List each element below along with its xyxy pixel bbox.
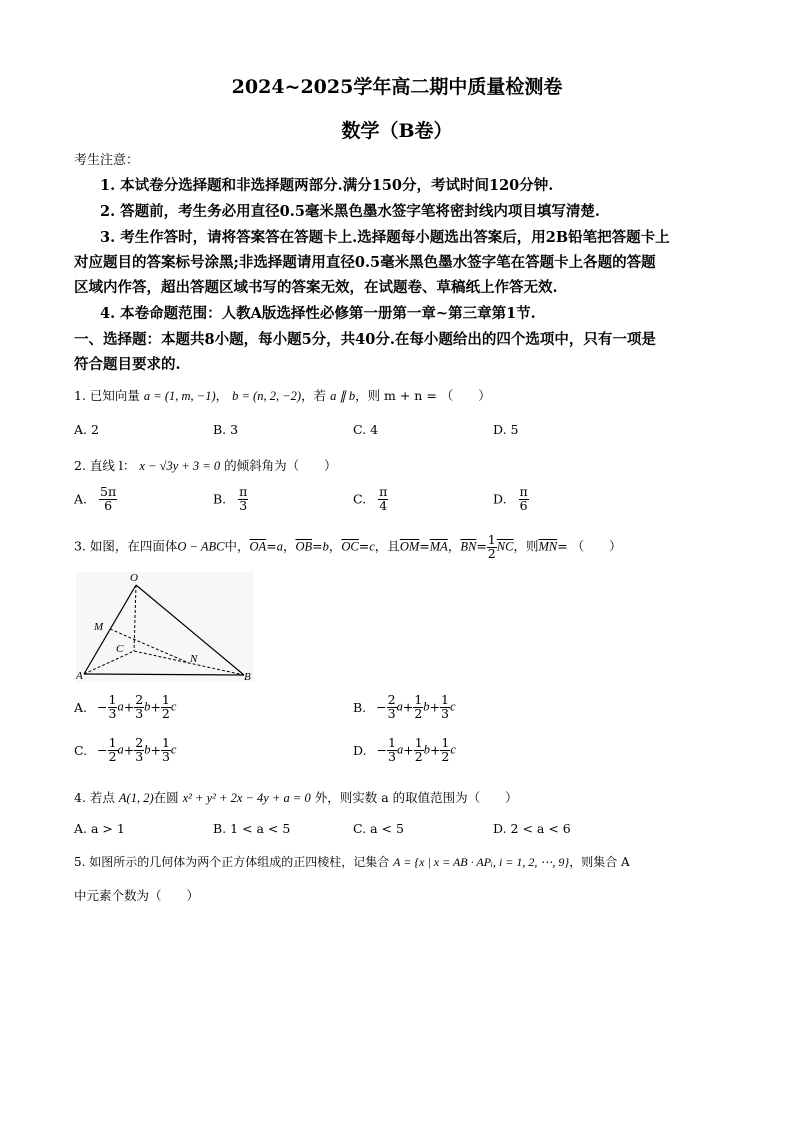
q3-option-coefficient bbox=[134, 694, 144, 720]
q2-option-a bbox=[74, 486, 117, 512]
tetrahedron-figure bbox=[76, 572, 254, 682]
q1-vector-b: b = (n, 2, −2) bbox=[232, 389, 302, 403]
coefficient-numerator: 2 bbox=[387, 692, 396, 707]
q3-b: b bbox=[322, 539, 329, 554]
q2-equation: x − √3y + 3 = 0 bbox=[139, 459, 221, 473]
q3-option-vector-c: c bbox=[170, 742, 177, 757]
coefficient-denominator: 3 bbox=[441, 705, 449, 721]
q3-option-sign: + bbox=[150, 699, 161, 715]
q2-c-den: 4 bbox=[379, 497, 388, 513]
q2-d-den: 6 bbox=[519, 497, 528, 513]
q2-b-num: π bbox=[239, 484, 248, 499]
question-2-stem bbox=[74, 456, 337, 474]
coefficient-denominator: 2 bbox=[414, 705, 423, 721]
q3-option-b bbox=[353, 694, 456, 720]
q3-option-sign: + bbox=[402, 699, 414, 715]
q3-option-label: B. bbox=[353, 699, 367, 715]
q3-half bbox=[487, 534, 497, 560]
coefficient-numerator: 1 bbox=[161, 735, 170, 750]
q3-option-sign: + bbox=[123, 699, 135, 715]
coefficient-numerator: 1 bbox=[161, 692, 170, 707]
q2-b-den: 3 bbox=[239, 497, 248, 513]
q2-a-label: A. bbox=[74, 491, 88, 507]
q3-option-vector-c: c bbox=[449, 699, 456, 714]
q3-option-coefficient bbox=[161, 694, 171, 720]
q4-prefix: 4. 若点 bbox=[74, 790, 115, 805]
q3-option-vector-b: b bbox=[423, 742, 430, 757]
q4-end: 外，则实数 a 的取值范围为（ ） bbox=[314, 790, 518, 805]
coefficient-denominator: 3 bbox=[135, 705, 144, 721]
q2-d-num: π bbox=[519, 484, 528, 499]
q4-option-a: A. a > 1 bbox=[74, 821, 125, 836]
q1-option-a: A. 2 bbox=[74, 422, 99, 437]
q3-option-vector-c: c bbox=[170, 699, 177, 714]
q2-c-fraction bbox=[378, 486, 388, 512]
q3-vec-mn: $\overline{MN}$ bbox=[538, 539, 558, 554]
q3-option-coefficient bbox=[387, 694, 397, 720]
q3-tail: = （ ） bbox=[557, 538, 622, 554]
q3-option-sign: + bbox=[429, 742, 441, 758]
q4-circle: x² + y² + 2x − 4y + a = 0 bbox=[182, 791, 311, 805]
coefficient-denominator: 3 bbox=[387, 705, 396, 721]
q3-option-label: C. bbox=[74, 742, 88, 758]
q3-option-vector-a: a bbox=[397, 742, 404, 757]
q3-option-sign: + bbox=[403, 742, 414, 758]
q5-prefix: 5. 如图所示的几何体为两个正方体组成的正四棱柱，记集合 bbox=[74, 855, 390, 869]
q3-end: ，则 bbox=[513, 538, 539, 554]
q3-half-den: 2 bbox=[487, 545, 496, 561]
label-b: B bbox=[244, 671, 251, 682]
q3-option-coefficient bbox=[440, 694, 450, 720]
q3-option-vector-b: b bbox=[423, 699, 430, 714]
coefficient-numerator: 1 bbox=[441, 692, 449, 707]
q3-vec-nc: $\overline{NC}$ bbox=[496, 539, 514, 554]
q2-d-label: D. bbox=[493, 491, 507, 507]
notice-item-4: 4. 本卷命题范围：人教A版选择性必修第一册第一章~第三章第1节. bbox=[100, 305, 536, 322]
q3-option-coefficient bbox=[413, 694, 423, 720]
q3-option-coefficient bbox=[387, 737, 397, 763]
q4-mid: 在圆 bbox=[153, 790, 179, 805]
q3-option-c bbox=[74, 737, 176, 763]
q3-option-coefficient bbox=[161, 737, 171, 763]
q2-prefix: 2. 直线 l： bbox=[74, 458, 136, 473]
q3-option-a bbox=[74, 694, 176, 720]
notice-item-1: 1. 本试卷分选择题和非选择题两部分.满分150分，考试时间120分钟. bbox=[100, 177, 554, 194]
section-heading-line-2: 符合题目要求的. bbox=[74, 356, 181, 373]
q3-option-vector-a: a bbox=[117, 699, 124, 714]
coefficient-denominator: 3 bbox=[135, 748, 144, 764]
coefficient-numerator: 1 bbox=[388, 735, 396, 750]
q3-option-label: D. bbox=[353, 742, 367, 758]
q3-vec-oc: $\overline{OC}$ bbox=[341, 539, 359, 554]
q1-prefix: 1. 已知向量 bbox=[74, 388, 140, 403]
q2-option-b bbox=[213, 486, 248, 512]
coefficient-numerator: 2 bbox=[135, 692, 144, 707]
q3-option-coefficient bbox=[440, 737, 450, 763]
q3-vec-bn: $\overline{BN}$ bbox=[460, 539, 477, 554]
section-heading-line-1: 一、选择题：本题共8小题，每小题5分，共40分.在每小题给出的四个选项中，只有一项是 bbox=[74, 331, 656, 348]
label-n: N bbox=[190, 653, 198, 665]
coefficient-numerator: 1 bbox=[414, 735, 423, 750]
q1-mid: ，若 bbox=[301, 388, 327, 403]
q3-option-label: A. bbox=[74, 699, 88, 715]
q2-a-fraction bbox=[99, 486, 117, 512]
question-5-stem bbox=[74, 853, 630, 870]
q4-point: A(1, 2) bbox=[118, 791, 154, 805]
q3-a: a bbox=[276, 539, 283, 554]
q3-option-sign: − bbox=[97, 742, 108, 758]
exam-title: 2024~2025学年高二期中质量检测卷 bbox=[231, 76, 563, 98]
coefficient-denominator: 2 bbox=[161, 705, 170, 721]
q3-option-coefficient bbox=[134, 737, 144, 763]
q3-tetrahedron: O − ABC bbox=[177, 539, 225, 554]
q3-option-vector-a: a bbox=[117, 742, 124, 757]
q2-end: 的倾斜角为（ ） bbox=[224, 458, 337, 473]
q3-option-vector-b: b bbox=[144, 699, 151, 714]
q3-option-vector-c: c bbox=[450, 742, 456, 757]
q5-end: ，则集合 A bbox=[569, 855, 630, 869]
q1-option-c: C. 4 bbox=[353, 422, 379, 437]
q3-option-sign: − bbox=[97, 699, 108, 715]
q3-option-sign: − bbox=[376, 742, 388, 758]
question-5-line-2: 中元素个数为（ ） bbox=[74, 888, 200, 903]
q3-vec-oa: $\overline{OA}$ bbox=[249, 539, 267, 554]
q5-set: A = {x | x = AB · APᵢ, i = 1, 2, ⋯, 9} bbox=[393, 855, 570, 869]
coefficient-denominator: 2 bbox=[108, 748, 117, 764]
q3-option-vector-a: a bbox=[396, 699, 403, 714]
coefficient-denominator: 2 bbox=[441, 748, 450, 764]
coefficient-numerator: 1 bbox=[414, 692, 423, 707]
label-o: O bbox=[130, 572, 138, 584]
question-4-stem bbox=[74, 788, 518, 806]
coefficient-numerator: 1 bbox=[108, 692, 117, 707]
q4-option-c: C. a < 5 bbox=[353, 821, 404, 836]
q2-d-fraction bbox=[519, 486, 529, 512]
q3-mid: 中， bbox=[224, 538, 250, 554]
q3-option-sign: + bbox=[429, 699, 441, 715]
notice-item-3-line-1: 3. 考生作答时，请将答案答在答题卡上.选择题每小题选出答案后，用2B铅笔把答题卡上 bbox=[100, 229, 670, 246]
label-a: A bbox=[76, 670, 83, 682]
q3-prefix: 3. 如图，在四面体 bbox=[74, 538, 178, 554]
q1-option-d: D. 5 bbox=[493, 422, 519, 437]
notice-item-3-line-3: 区域内作答，超出答题区域书写的答案无效，在试题卷、草稿纸上作答无效. bbox=[74, 279, 558, 296]
q3-option-coefficient bbox=[108, 694, 118, 720]
coefficient-numerator: 1 bbox=[441, 735, 450, 750]
q3-and: ，且 bbox=[374, 538, 400, 554]
q3-vec-ma: $\overline{MA}$ bbox=[429, 539, 448, 554]
q3-vec-om: $\overline{OM}$ bbox=[399, 539, 420, 554]
label-m: M bbox=[94, 621, 104, 633]
q2-a-den: 6 bbox=[104, 497, 113, 513]
q3-half-num: 1 bbox=[487, 532, 496, 547]
exam-subtitle: 数学（B卷） bbox=[341, 120, 453, 142]
q2-a-num: 5π bbox=[100, 484, 117, 499]
label-c: C bbox=[116, 643, 124, 655]
q3-vec-ob: $\overline{OB}$ bbox=[295, 539, 313, 554]
q4-option-d: D. 2 < a < 6 bbox=[493, 821, 571, 836]
q1-option-b: B. 3 bbox=[213, 422, 239, 437]
notice-item-2: 2. 答题前，考生务必用直径0.5毫米黑色墨水签字笔将密封线内项目填写清楚. bbox=[100, 203, 600, 220]
q2-c-num: π bbox=[379, 484, 388, 499]
q1-vector-a: a = (1, m, −1) bbox=[143, 389, 216, 403]
q3-option-sign: + bbox=[123, 742, 135, 758]
q3-option-coefficient bbox=[108, 737, 118, 763]
q2-c-label: C. bbox=[353, 491, 367, 507]
notice-heading: 考生注意： bbox=[74, 153, 140, 168]
q2-b-fraction bbox=[238, 486, 248, 512]
q3-option-vector-b: b bbox=[144, 742, 151, 757]
coefficient-denominator: 3 bbox=[108, 705, 117, 721]
q1-parallel: a ∥ b bbox=[330, 389, 356, 403]
q3-option-sign: − bbox=[376, 699, 387, 715]
coefficient-denominator: 3 bbox=[161, 748, 170, 764]
q3-option-coefficient bbox=[414, 737, 424, 763]
question-1-stem: 1. 已知向量 a = (1, m, −1)， b = (n, 2, −2)，若 a ∥ b，则 m + n = （ ） bbox=[74, 388, 491, 403]
question-3-stem: 3. 如图，在四面体O − ABC中，$\overline{OA}=a$，$\overline{OB}=b$，$\overline{OC}=c$，且$\overline{OM}=\overline{MA}$，$\overline{BN}=$ $\frac{1}{2}$ $\overline{NC}$，则$\overline{MN}=$ （ ） bbox=[74, 532, 622, 561]
q4-option-b: B. 1 < a < 5 bbox=[213, 821, 291, 836]
coefficient-denominator: 2 bbox=[414, 748, 423, 764]
q3-option-d bbox=[353, 737, 456, 763]
coefficient-denominator: 3 bbox=[388, 748, 396, 764]
q2-option-c bbox=[353, 486, 388, 512]
notice-item-3-line-2: 对应题目的答案标号涂黑;非选择题请用直径0.5毫米黑色墨水签字笔在答题卡上各题的答题 bbox=[74, 254, 656, 271]
q3-option-sign: + bbox=[150, 742, 161, 758]
q3-c: c bbox=[369, 539, 375, 554]
q2-b-label: B. bbox=[213, 491, 227, 507]
coefficient-numerator: 2 bbox=[135, 735, 144, 750]
q1-end: ，则 m + n = （ ） bbox=[355, 388, 491, 403]
q2-option-d bbox=[493, 486, 529, 512]
coefficient-numerator: 1 bbox=[108, 735, 117, 750]
